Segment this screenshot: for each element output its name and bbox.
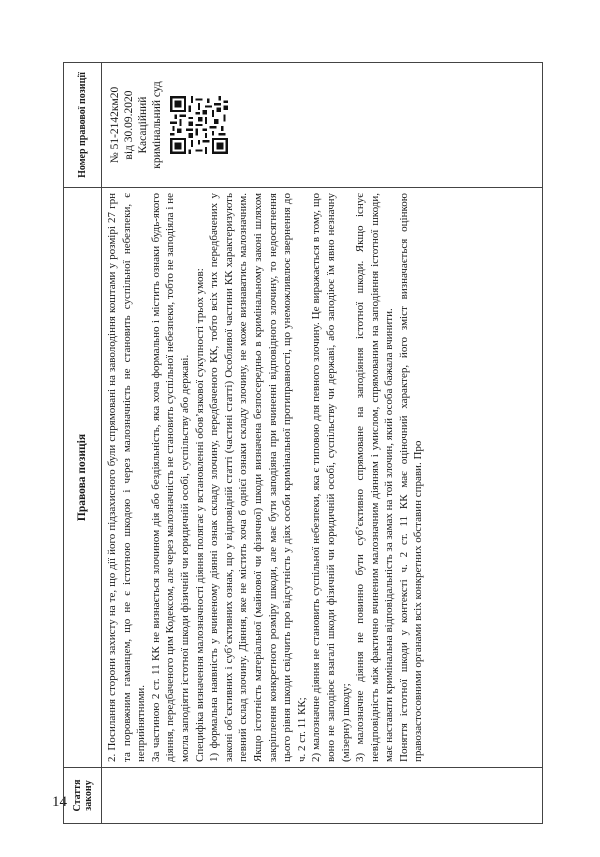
page-number: 14 — [52, 794, 67, 810]
reference-cell — [102, 63, 542, 187]
paragraph-6: 3) малозначне діяння не повинно бути суб’єктивно спрямоване на заподіяння істотної шкоди. Якщо існує невідповідність між фактично вчиненим малозначним діянням і умислом, спрямованим на заподіяння істотної шкоди, має наставати кримінальна відповідальність за замах на той злочин, який особа бажала вчинити. — [354, 193, 396, 762]
court-name: Касаційний кримінальний суд — [137, 81, 163, 169]
qr-code-icon[interactable] — [170, 96, 228, 154]
header-article: Стаття закону — [64, 767, 102, 823]
case-date: від 30.09.2020 — [123, 90, 135, 160]
paragraph-5: 2) малозначне діяння не становить суспільної небезпеки, яка є типовою для певного злочину. Це виражається в тому, що воно не заподіює взагалі шкоди фізичній чи юридичній особі, суспільству чи державі, або заподіює їм явно незначну (мізерну) шкоду; — [310, 193, 352, 762]
header-number: Номер правової позиції — [64, 63, 102, 187]
article-cell — [102, 767, 542, 823]
paragraph-1: 2. Посилання сторони захисту на те, що дії його підзахисного були спрямовані на заволодіння коштами у розмірі 27 грн та поровжним гаманцем, що не є істотною шкодою і через малозначність не становить суспільної небезпеки, є неприйнятними. — [106, 193, 148, 762]
paragraph-4: 1) формальна наявність у вчиненому діянні ознак складу злочину, передбаченого КК, тобто всіх тих передбачених у законі об’єктивних і суб’єктивних ознак, що у відповідній статті (частині статті) Особливої частини КК характеризують певний склад злочину. Діяння, яке не містить хоча б однієї ознаки складу злочину, не може визнаватись малозначним. Якщо істотність матеріальної (майнової чи фізичної) шкоди визначена безпосередньо в кримінальному законі шляхом закріплення конкретного розміру шкоди, але має бути заподіяна при вчиненні відповідного злочину, то недосягнення цього рівня шкоди свідчить про відсутність у діях особи кримінальної протиправності, що унеможливлює звернення до ч. 2 ст. 11 КК; — [208, 193, 308, 762]
position-text-cell — [102, 187, 542, 767]
paragraph-7: Поняття істотної шкоди у контексті ч. 2 ст. 11 КК має оціночний характер, його зміст визначається оцінкою правозастосовними органами всіх конкретних обставин справи. Про — [397, 193, 425, 762]
paragraph-3: Специфіка визначення малозначності діяння полягає у встановленні обов’язкової сукупності трьох умов: — [193, 268, 206, 762]
rotated-table-frame — [63, 62, 543, 824]
case-number: № 51-2142км20 — [109, 86, 121, 164]
header-position: Правова позиція — [64, 187, 102, 767]
paragraph-2: За частиною 2 ст. 11 КК не визнається злочином дія або бездіяльність, яка хоча формально і містить ознаки будь-якого діяння, передбаченого цим Кодексом, але через малозначність не становить суспільної небезпеки, тобто не заподіяла і не могла заподіяти істотної шкоди фізичній чи юридичній особі, суспільству або державі. — [149, 193, 191, 762]
legal-positions-table — [63, 62, 543, 824]
